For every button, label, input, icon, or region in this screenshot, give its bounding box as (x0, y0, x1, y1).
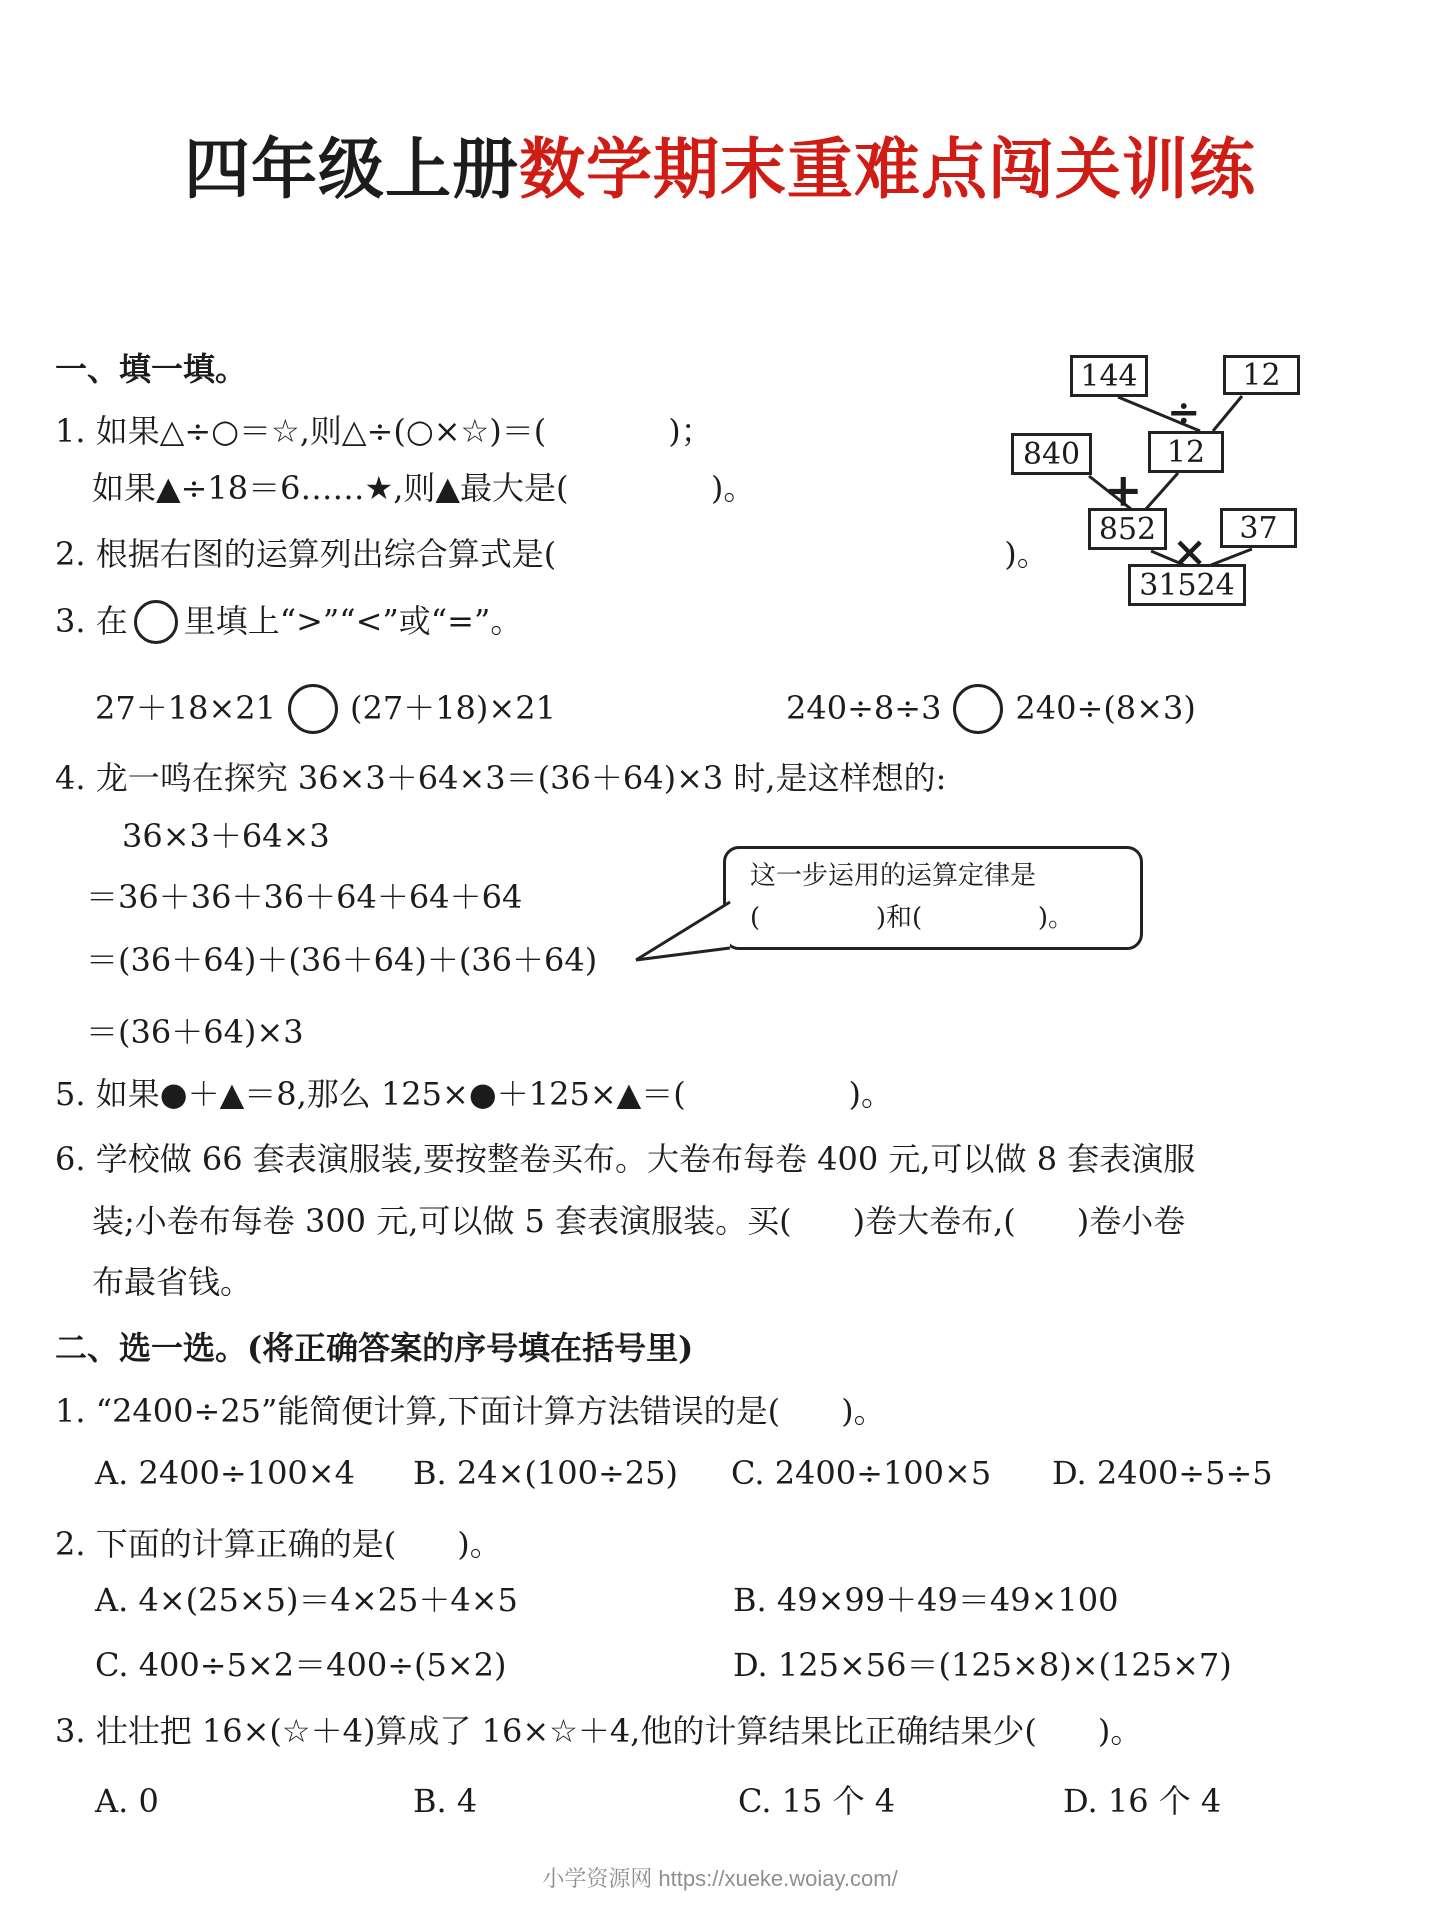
diagram-box-12-mid: 12 (1148, 431, 1224, 473)
mc1-option-a: A. 2400÷100×4 (95, 1454, 355, 1492)
q6-line3: 布最省钱。 (92, 1263, 253, 1301)
mc2-option-a: A. 4×(25×5)＝4×25＋4×5 (95, 1581, 518, 1619)
bubble-line1: 这一步运用的运算定律是 (750, 861, 1037, 891)
q1-line2: 如果▲÷18＝6……★,则▲最大是( )。 (92, 469, 756, 507)
q6-line2: 装;小卷布每卷 300 元,可以做 5 套表演服装。买( )卷大卷布,( )卷小卷 (92, 1202, 1186, 1240)
q4-speech-bubble (723, 846, 1143, 950)
q3-left-lhs: 27＋18×21 (95, 689, 276, 727)
mc2-option-d: D. 125×56＝(125×8)×(125×7) (733, 1646, 1232, 1684)
multiply-operator-icon: × (1172, 527, 1208, 576)
comparison-circle-right (953, 684, 1003, 734)
mc3-option-b: B. 4 (413, 1782, 478, 1820)
bubble-line2: ( )和( )。 (750, 903, 1074, 933)
q3-left-rhs: (27＋18)×21 (349, 689, 556, 727)
diagram-box-852: 852 (1088, 508, 1167, 550)
mc2-option-b: B. 49×99＋49＝49×100 (733, 1581, 1119, 1619)
diagram-box-840: 840 (1011, 433, 1092, 475)
mc1-stem: 1. “2400÷25”能简便计算,下面计算方法错误的是( )。 (55, 1392, 886, 1430)
q2-close: )。 (1004, 535, 1049, 573)
title-subject-part: 数学期末重难点闯关训练 (519, 130, 1256, 208)
q3-text-post: 里填上“>”“<”或“=”。 (183, 602, 523, 640)
mc1-option-d: D. 2400÷5÷5 (1052, 1454, 1273, 1492)
title-grade-part: 四年级上册 (184, 130, 519, 208)
mc1-option-c: C. 2400÷100×5 (731, 1454, 992, 1492)
mc2-stem: 2. 下面的计算正确的是( )。 (55, 1525, 502, 1563)
q4-step3: ＝(36＋64)＋(36＋64)＋(36＋64) (86, 941, 598, 979)
diagram-box-144: 144 (1070, 355, 1148, 397)
q5-stem: 5. 如果●＋▲＝8,那么 125×●＋125×▲＝( )。 (55, 1075, 893, 1113)
section1-heading: 一、填一填。 (55, 350, 248, 388)
q4-stem: 4. 龙一鸣在探究 36×3＋64×3＝(36＋64)×3 时,是这样想的: (55, 759, 947, 797)
speech-bubble-tail (628, 898, 740, 970)
q3-right-lhs: 240÷8÷3 (786, 689, 942, 727)
q3-right-rhs: 240÷(8×3) (1015, 689, 1196, 727)
diagram-box-37: 37 (1220, 508, 1297, 548)
diagram-box-12-top: 12 (1223, 355, 1300, 395)
q2-stem (55, 534, 1049, 574)
mc1-option-b: B. 24×(100÷25) (413, 1454, 678, 1492)
q3-expression-right (786, 684, 1196, 734)
operation-tree-diagram (1000, 345, 1312, 617)
q1-line1: 1. 如果△÷○＝☆,则△÷(○×☆)＝( )； (55, 412, 713, 450)
mc2-option-c: C. 400÷5×2＝400÷(5×2) (95, 1646, 507, 1684)
divide-operator-icon: ÷ (1167, 389, 1201, 436)
section2-heading: 二、选一选。(将正确答案的序号填在括号里) (55, 1329, 694, 1367)
q3-expression-left (95, 684, 556, 734)
diagram-box-31524: 31524 (1128, 564, 1246, 606)
answer-circle (134, 600, 178, 644)
q2-text: 2. 根据右图的运算列出综合算式是( (55, 535, 557, 573)
mc3-option-c: C. 15 个 4 (738, 1782, 896, 1820)
footer-watermark: 小学资源网 https://xueke.woiay.com/ (542, 1866, 898, 1891)
q4-step2: ＝36＋36＋36＋64＋64＋64 (86, 878, 523, 916)
mc3-option-d: D. 16 个 4 (1063, 1782, 1222, 1820)
plus-operator-icon: + (1104, 463, 1143, 517)
q3-text-pre: 3. 在 (55, 602, 128, 640)
q4-step4: ＝(36＋64)×3 (86, 1013, 304, 1051)
q3-stem (55, 600, 522, 644)
q4-step1: 36×3＋64×3 (122, 817, 330, 855)
page-title (0, 116, 1440, 211)
mc3-option-a: A. 0 (95, 1782, 159, 1820)
mc3-stem: 3. 壮壮把 16×(☆＋4)算成了 16×☆＋4,他的计算结果比正确结果少( )。 (55, 1712, 1143, 1750)
q6-line1: 6. 学校做 66 套表演服装,要按整卷买布。大卷布每卷 400 元,可以做 8 套表演服 (55, 1140, 1196, 1178)
comparison-circle-left (288, 684, 338, 734)
